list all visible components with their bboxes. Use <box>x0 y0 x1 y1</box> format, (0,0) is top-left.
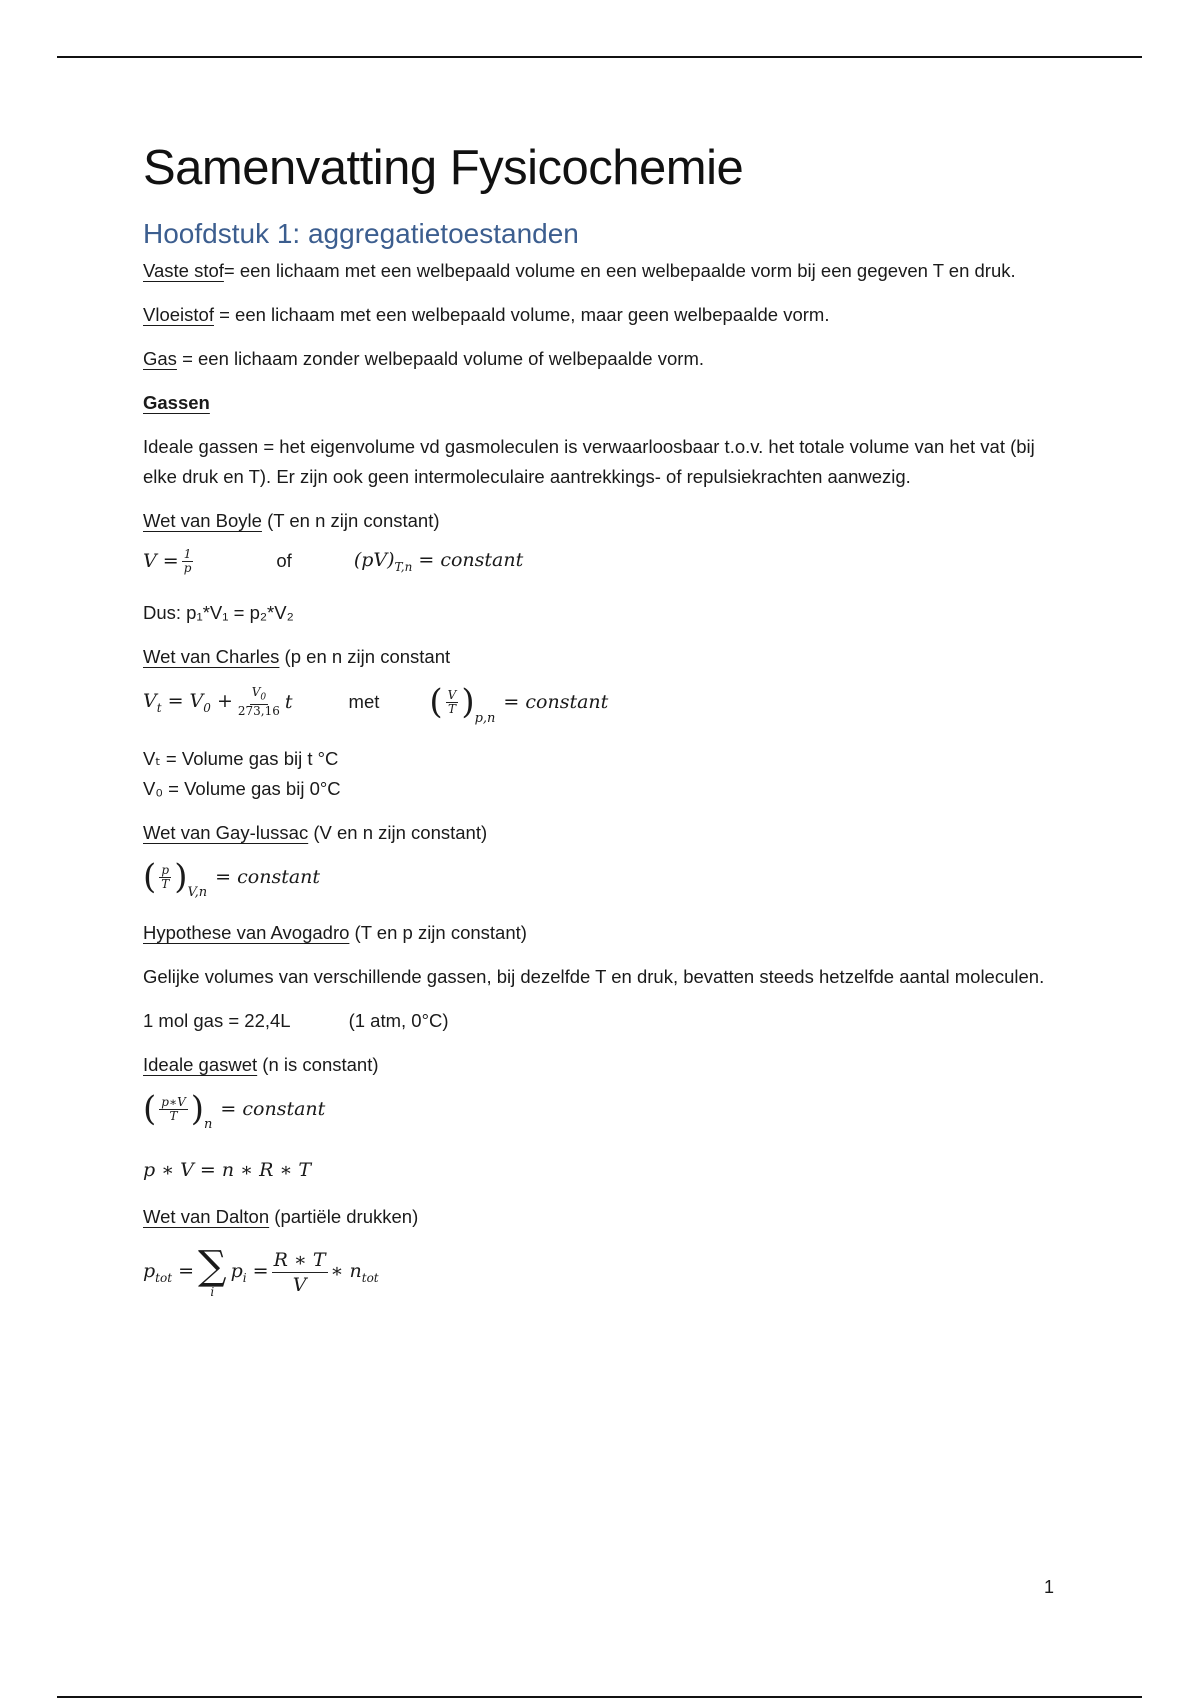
charles-met: met <box>348 691 380 712</box>
boyle-of: of <box>276 550 292 571</box>
avogadro-mol-cond: (1 atm, 0°C) <box>348 1010 449 1031</box>
boyle-formula: V = $\frac{1}{p}$ of $(pV)_{T,n}$ = constant <box>143 546 524 575</box>
avogadro-heading <box>143 918 1063 948</box>
sum-symbol: ∑ i <box>198 1243 227 1299</box>
gaylussac-formula: ( $\frac{p}{T}$ ) V,n = constant <box>143 857 321 900</box>
fraction-p-over-t: $\frac{p}{T}$ <box>161 862 170 891</box>
idealgas-name: Ideale gaswet <box>143 1054 258 1075</box>
section-gassen <box>143 388 1063 418</box>
fraction-rt-over-v: $\frac{R ∗ T}{V}$ <box>273 1248 326 1296</box>
idealgas-formula-ratio: ( $\frac{p∗V}{T}$ ) n = constant <box>143 1089 326 1132</box>
gassen-heading: Gassen <box>143 392 210 413</box>
def-vloeistof <box>143 300 1063 330</box>
def-gas-text: = een lichaam zonder welbepaald volume of welbepaalde vorm. <box>176 348 704 369</box>
fraction-pv-over-t: $\frac{p∗V}{T}$ <box>161 1094 186 1123</box>
avogadro-text: Gelijke volumes van verschillende gassen, bij dezelfde T en druk, bevatten steeds hetzelfde aantal moleculen. <box>143 966 1045 987</box>
term-gas: Gas <box>143 348 177 369</box>
charles-vt: Vₜ = Volume gas bij t °C <box>143 748 339 769</box>
term-vaste-stof: Vaste stof <box>143 260 224 281</box>
fraction-v-over-t: $\frac{V}{T}$ <box>447 687 457 716</box>
avogadro-mol <box>143 1006 1063 1036</box>
avogadro-mol-value: 1 mol gas = 22,4L <box>143 1010 291 1031</box>
gaylussac-cond: (V en n zijn constant) <box>308 822 488 843</box>
avogadro-name: Hypothese van Avogadro <box>143 922 350 943</box>
def-vaste-stof <box>143 256 1063 286</box>
def-vaste-stof-text: = een lichaam met een welbepaald volume en een welbepaalde vorm bij een gegeven T en druk. <box>223 260 1016 281</box>
charles-heading <box>143 642 1063 672</box>
boyle-name: Wet van Boyle <box>143 510 262 531</box>
boyle-dus: Dus: p₁*V₁ = p₂*V₂ <box>143 602 294 623</box>
boyle-heading <box>143 506 1063 536</box>
document-title: Samenvatting Fysicochemie <box>143 141 744 195</box>
gaylussac-name: Wet van Gay-lussac <box>143 822 309 843</box>
header-rule <box>57 56 1142 58</box>
idealgas-heading <box>143 1050 1063 1080</box>
ideal-gas-definition: Ideale gassen = het eigenvolume vd gasmoleculen is verwaarloosbaar t.o.v. het totale volume van het vat (bij elke druk en T). Er zijn ook geen intermoleculaire aantrekkings- of repulsiekrachten aanwezig. <box>143 436 1035 487</box>
dalton-heading <box>143 1202 1063 1232</box>
idealgas-formula: p ∗ V = n ∗ R ∗ T <box>143 1159 312 1181</box>
charles-v0: V₀ = Volume gas bij 0°C <box>143 778 341 799</box>
charles-formula: $V_t = V_0$ + $\frac{V_0}{273,16}$ t met ( $\frac{V}{T}$ ) p,n = constant <box>143 682 609 726</box>
boyle-cond: (T en n zijn constant) <box>261 510 440 531</box>
document-body <box>143 140 1063 1324</box>
charles-cond: (p en n zijn constant <box>279 646 451 667</box>
footer-rule <box>57 1696 1142 1698</box>
gaylussac-heading <box>143 818 1063 848</box>
def-gas <box>143 344 1063 374</box>
charles-name: Wet van Charles <box>143 646 280 667</box>
term-vloeistof: Vloeistof <box>143 304 214 325</box>
dalton-name: Wet van Dalton <box>143 1206 270 1227</box>
dalton-cond: (partiële drukken) <box>269 1206 419 1227</box>
page-number: 1 <box>1044 1577 1055 1597</box>
fraction-v0-over-27316: $\frac{V_0}{273,16}$ <box>237 684 280 719</box>
avogadro-cond: (T en p zijn constant) <box>349 922 527 943</box>
dalton-formula: $p_{tot}$ = ∑ i $p_i$ = $\frac{R ∗ T}{V}$ ∗ $n_{tot}$ <box>143 1243 379 1299</box>
chapter-heading: Hoofdstuk 1: aggregatietoestanden <box>143 218 579 249</box>
idealgas-cond: (n is constant) <box>257 1054 379 1075</box>
def-vloeistof-text: = een lichaam met een welbepaald volume, maar geen welbepaalde vorm. <box>213 304 830 325</box>
fraction-one-over-p: $\frac{1}{p}$ <box>183 546 192 575</box>
